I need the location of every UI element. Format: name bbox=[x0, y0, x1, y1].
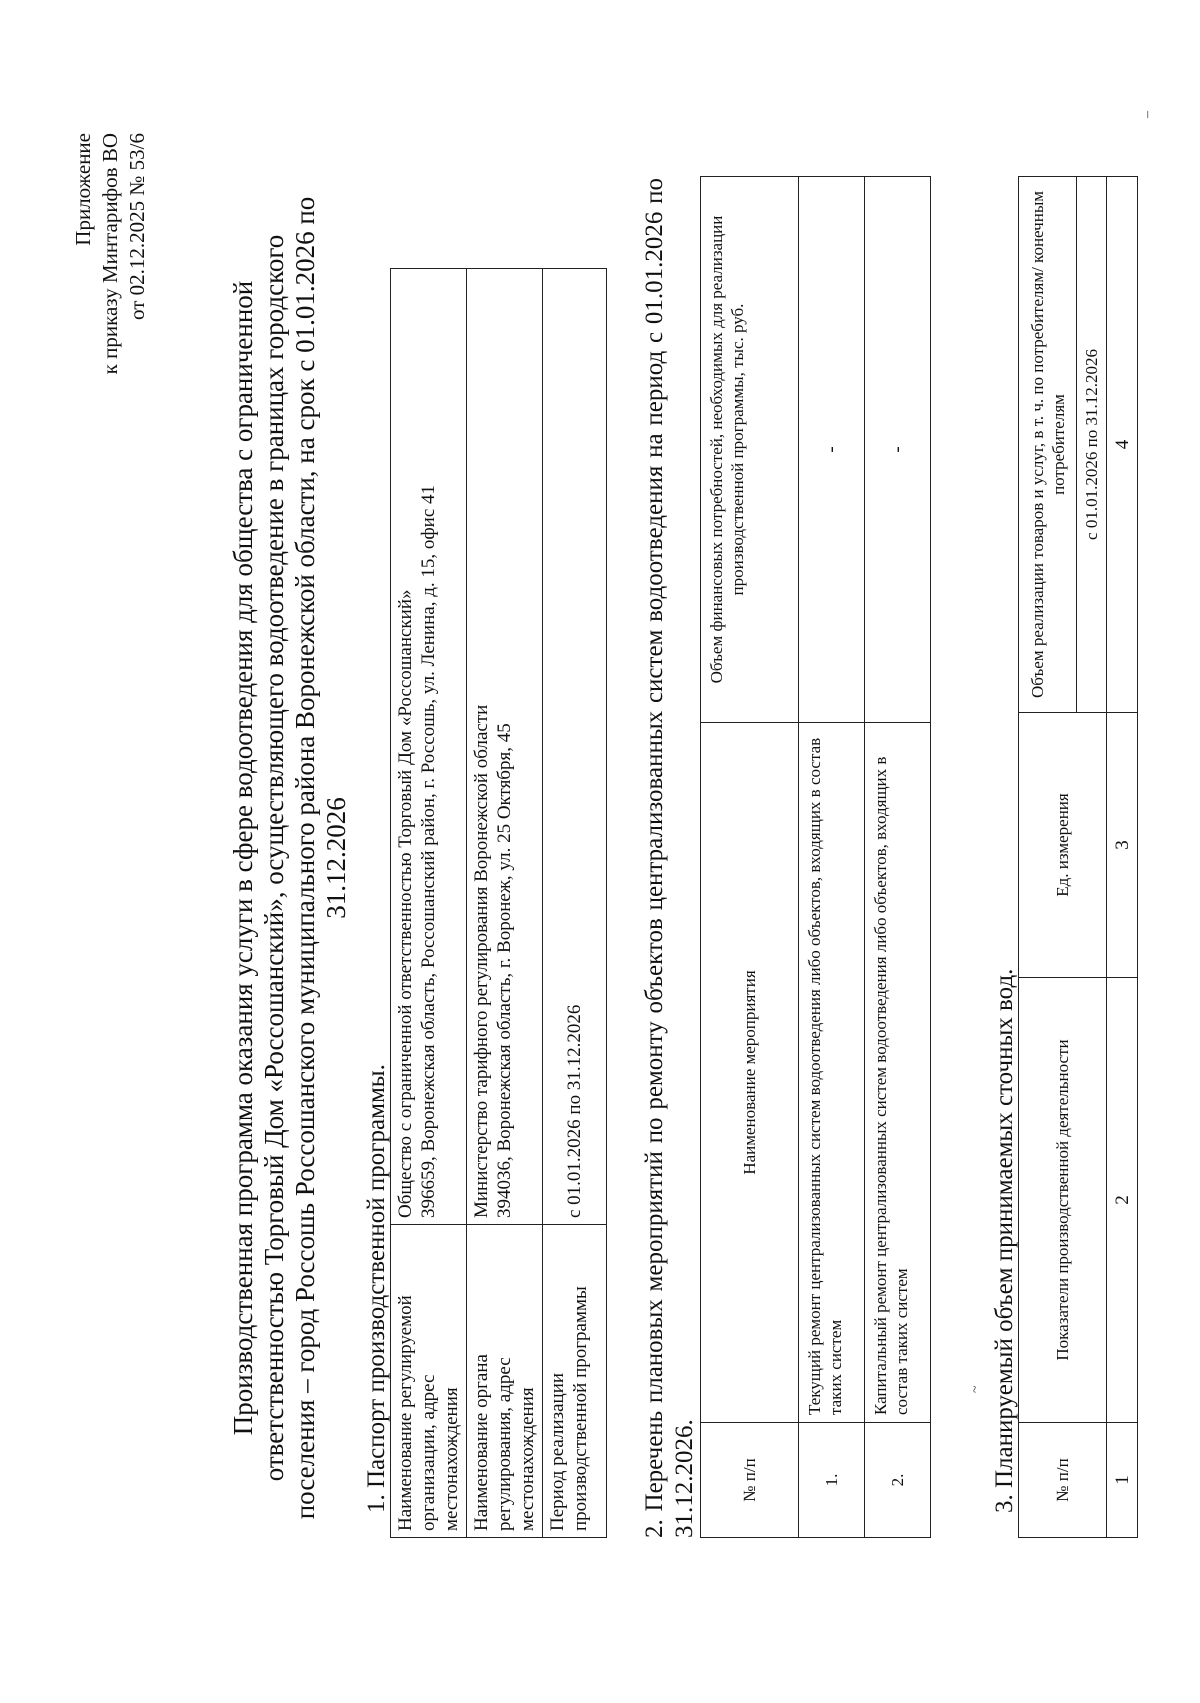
col-header-volume: Объем реализации товаров и услуг, в т. ч. по потребителям/ конечным потребителям bbox=[1019, 177, 1077, 713]
table-row bbox=[799, 177, 865, 1538]
column-number: 4 bbox=[1107, 177, 1138, 713]
row-num: 2. bbox=[865, 1423, 931, 1538]
section-1-heading: 1. Паспорт производственной программы. bbox=[363, 1064, 390, 1513]
passport-label: Период реализации производственной программы bbox=[543, 1225, 607, 1538]
col-header-num: № п/п bbox=[1019, 1423, 1107, 1538]
section-2-heading: 2. Перечень плановых мероприятий по ремонту объектов централизованных систем водоотведения на период с 01.01.2026 по 31.12.2026. bbox=[641, 178, 698, 1538]
table-row bbox=[467, 269, 543, 1538]
scan-mark: – bbox=[1140, 111, 1155, 118]
passport-label: Наименование регулируемой организации, адрес местонахождения bbox=[391, 1225, 467, 1538]
col-header-period: с 01.01.2026 по 31.12.2026 bbox=[1077, 177, 1107, 713]
table-header-row bbox=[701, 177, 799, 1538]
table-row bbox=[865, 177, 931, 1538]
passport-value-line: с 01.01.2026 по 31.12.2026 bbox=[564, 1004, 585, 1218]
table-row bbox=[391, 269, 467, 1538]
column-number: 3 bbox=[1107, 713, 1138, 978]
col-header-num: № п/п bbox=[701, 1423, 799, 1538]
section-3-heading: 3. Планируемый объем принимаемых сточных вод. bbox=[991, 968, 1018, 1513]
document-title: Производственная программа оказания услуги в сфере водоотведения для общества с ограниченной ответственностью Торговый Дом «Россошанский», осуществляющего водоотведение в границах городского поселения – город Россошь Россошанского муниципального района Воронежской области, на срок с 01.01.2026 по 31.12.2026 bbox=[228, 196, 351, 1520]
passport-value-line: 396659, Воронежская область, Россошанский район, г. Россошь, ул. Ленина, д. 15, офис 41 bbox=[418, 484, 439, 1218]
column-number: 1 bbox=[1107, 1423, 1138, 1538]
col-header-indicator: Показатели производственной деятельности bbox=[1019, 978, 1107, 1423]
appendix-block bbox=[70, 133, 151, 693]
row-name: Текущий ремонт централизованных систем водоотведения либо объектов, входящих в состав таких систем bbox=[799, 723, 865, 1423]
col-header-volume: Объем финансовых потребностей, необходимых для реализации производственной программы, тыс. руб. bbox=[701, 177, 799, 723]
table-row bbox=[1107, 177, 1138, 1538]
table-header-row bbox=[1019, 177, 1077, 1538]
passport-value bbox=[391, 269, 467, 1225]
row-num: 1. bbox=[799, 1423, 865, 1538]
appendix-line-2: к приказу Минтарифов ВО bbox=[98, 133, 122, 375]
passport-value-line: 394036, Воронежская область, г. Воронеж, ул. 25 Октября, 45 bbox=[494, 723, 515, 1218]
row-volume: - bbox=[865, 177, 931, 723]
wastewater-volume-table bbox=[1018, 176, 1138, 1538]
appendix-line-1: Приложение bbox=[71, 133, 95, 246]
col-header-name: Наименование мероприятия bbox=[701, 723, 799, 1423]
passport-value-line: Министерство тарифного регулирования Воронежской области bbox=[471, 704, 492, 1218]
passport-label: Наименование органа регулирования, адрес местонахождения bbox=[467, 1225, 543, 1538]
program-passport-table bbox=[390, 268, 607, 1538]
col-header-unit: Ед. измерения bbox=[1019, 713, 1107, 978]
passport-value bbox=[467, 269, 543, 1225]
passport-value-line: Общество с ограниченной ответственностью Торговый Дом «Россошанский» bbox=[395, 589, 416, 1218]
stray-mark: ~ bbox=[968, 1385, 983, 1393]
passport-value bbox=[543, 269, 607, 1225]
row-volume: - bbox=[799, 177, 865, 723]
column-number: 2 bbox=[1107, 978, 1138, 1423]
row-name: Капитальный ремонт централизованных систем водоотведения либо объектов, входящих в состав таких систем bbox=[865, 723, 931, 1423]
appendix-line-3: от 02.12.2025 № 53/6 bbox=[125, 133, 149, 321]
table-row bbox=[543, 269, 607, 1538]
repair-measures-table bbox=[700, 176, 931, 1538]
